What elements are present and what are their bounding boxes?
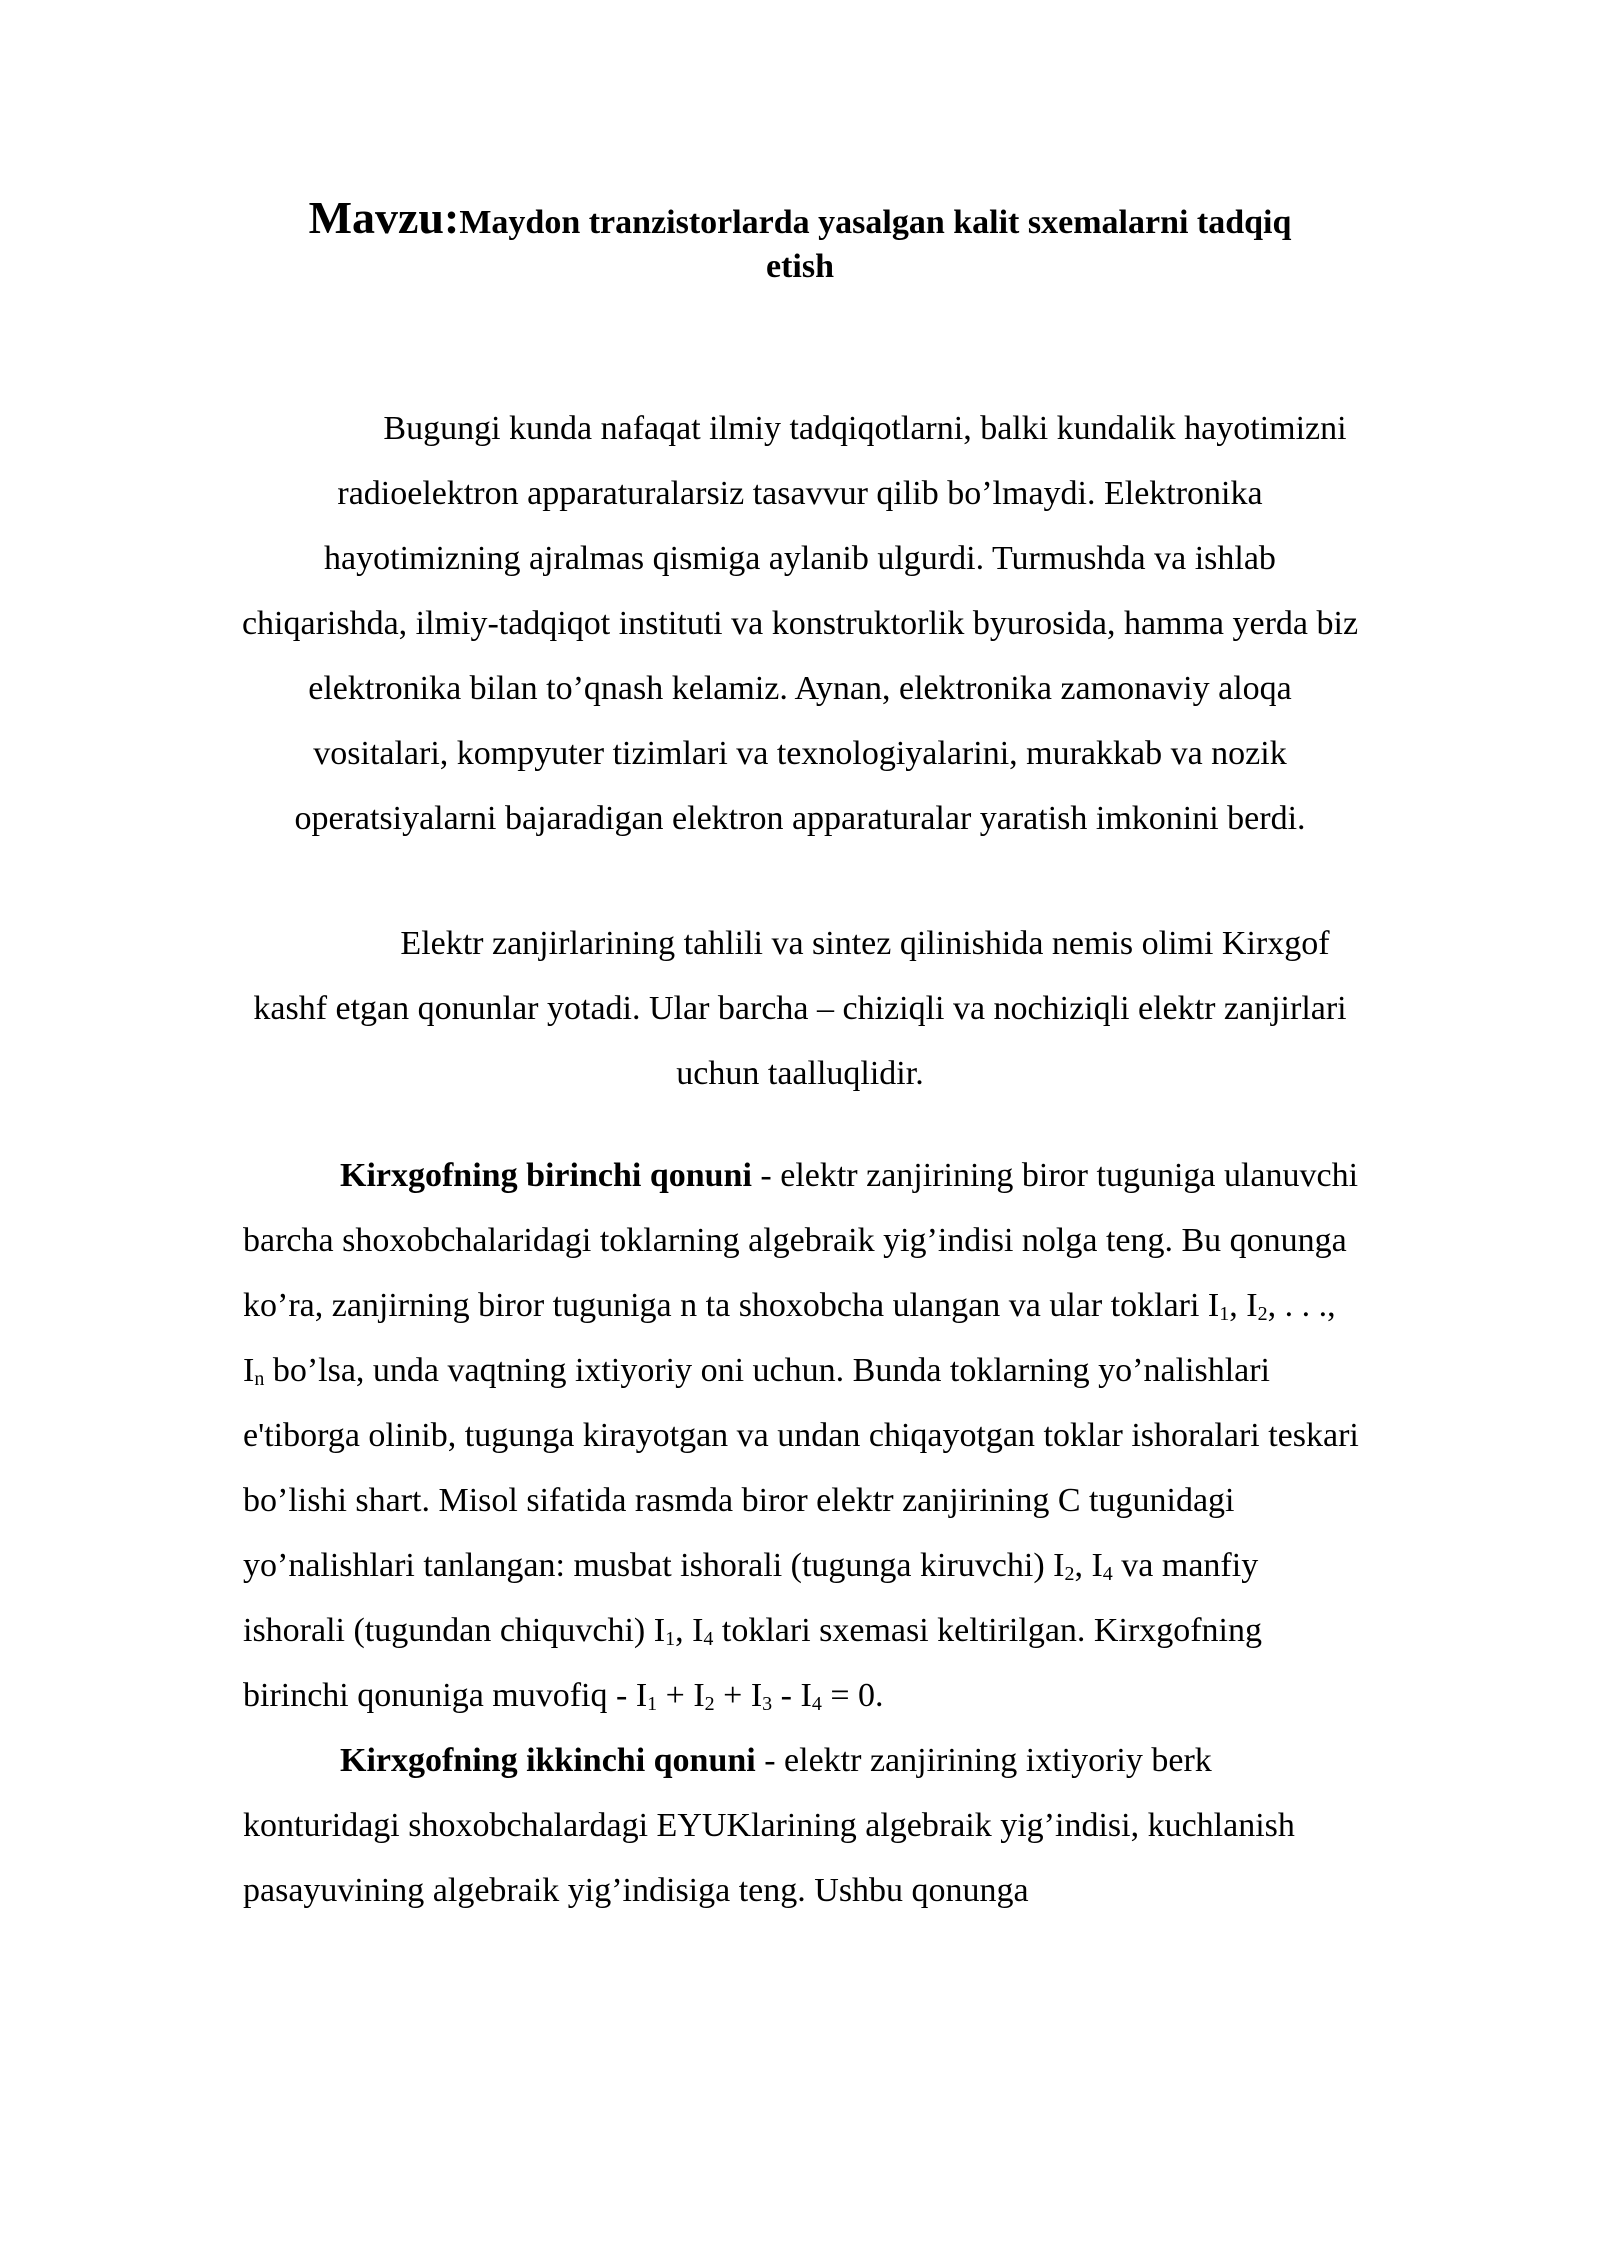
page-title [240,192,1360,289]
title-lead: Mavzu: [308,192,460,243]
title-text-line2: etish [766,248,834,285]
first-law-heading: Kirxgofning birinchi qonuni [340,1157,752,1194]
intro-paragraph-1 [240,396,1360,851]
title-text: Maydon tranzistorlarda yasalgan kalit sxemalarni tadqiq [459,204,1292,241]
first-law-paragraph: Kirxgofning birinchi qonuni - elektr zanjirining biror tuguniga ulanuvchi barcha shoxobchalaridagi toklarning algebraik yig’indisi nolga teng. Bu qonunga ko’ra, zanjirning biror tuguniga n ta shoxobcha ulangan va ular toklari $I_1$, $I_2$, . . ., $I_n$ bo’lsa, unda vaqtning ixtiyoriy oni uchun. Bunda toklarning yo’nalishlari e'tiborga olinib, tugunga kirayotgan va undan chiqayotgan toklar ishoralari teskari bo’lishi shart. Misol sifatida rasmda biror elektr zanjirining C tugunidagi yo’nalishlari tanlangan: musbat ishorali (tugunga kiruvchi) $I_2$, $I_4$ va manfiy ishorali (tugundan chiquvchi) $I_1$, $I_4$ toklari sxemasi keltirilgan. Kirxgofning birinchi qonuniga muvofiq - $I_1 + I_2 + I_3 - I_4 = 0$. [243,1157,1359,1715]
intro-paragraph-2-text: Elektr zanjirlarining tahlili va sintez qilinishida nemis olimi Kirxgof kashf etgan qonunlar yotadi. Ular barcha – chiziqli va nochiziqli elektr zanjirlari uchun taalluqlidir. [253,925,1347,1092]
law-section [243,1143,1360,1923]
intro-paragraph-2 [240,911,1360,1106]
second-law-heading: Kirxgofning ikkinchi qonuni [340,1742,756,1779]
intro-paragraph-1-text: Bugungi kunda nafaqat ilmiy tadqiqotlarni, balki kundalik hayotimizni radioelektron apparaturalarsiz tasavvur qilib bo’lmaydi. Elektronika hayotimizning ajralmas qismiga aylanib ulgurdi. Turmushda va ishlab chiqarishda, ilmiy-tadqiqot instituti va konstruktorlik byurosida, hamma yerda biz elektronika bilan to’qnash kelamiz. Aynan, elektronika zamonaviy aloqa vositalari, kompyuter tizimlari va texnologiyalarini, murakkab va nozik operatsiyalarni bajaradigan elektron apparaturalar yaratish imkonini berdi. [241,410,1359,837]
second-law-text: - elektr zanjirining ixtiyoriy berk konturidagi shoxobchalardagi EYUKlarining algebraik yig’indisi, kuchlanish pasayuvining algebraik yig’indisiga teng. Ushbu qonunga [243,1742,1295,1909]
second-law-paragraph [243,1728,1360,1923]
